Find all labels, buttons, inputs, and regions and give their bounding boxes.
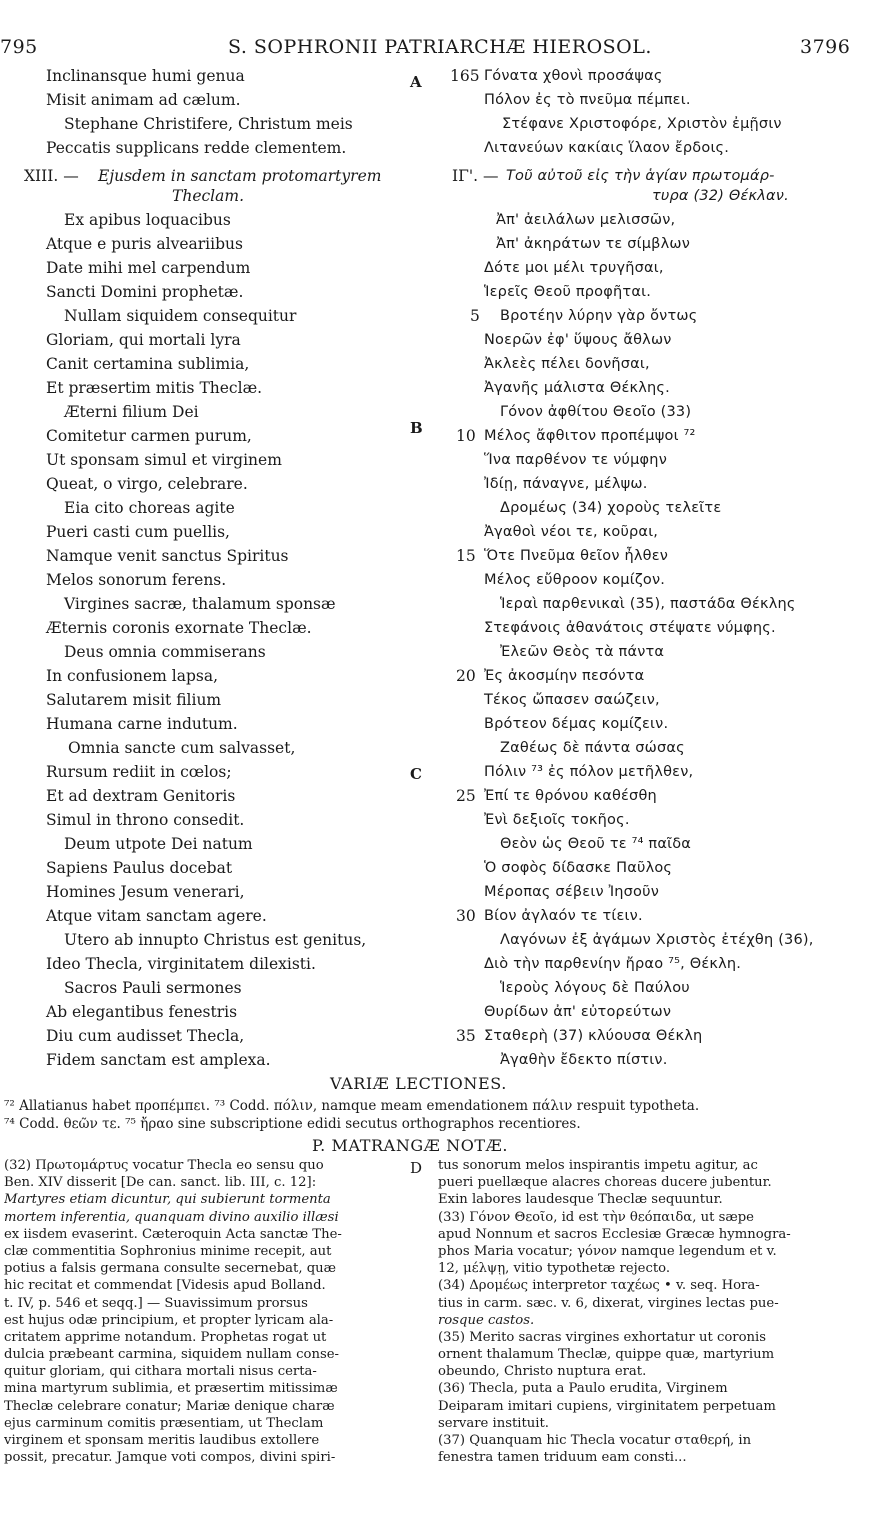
latin-line: Queat, o virgo, celebrare.: [46, 475, 248, 493]
running-title: S. SOPHRONII PATRIARCHÆ HIEROSOL.: [228, 36, 652, 58]
latin-line: Omnia sancte cum salvasset,: [68, 739, 296, 757]
latin-line: Æternis coronis exornate Theclæ.: [46, 619, 312, 637]
latin-line: Eia cito choreas agite: [64, 499, 235, 517]
greek-line: Βρότεον δέμας κομίζειν.: [484, 716, 669, 732]
greek-line-number: 165: [450, 67, 480, 85]
line-number-20: 20: [456, 667, 476, 685]
latin-line: Utero ab innupto Christus est genitus,: [64, 931, 367, 949]
greek-line: Ἵνα παρθένον τε νύμφην: [484, 452, 667, 468]
latin-line: Ideo Thecla, virginitatem dilexisti.: [46, 955, 316, 973]
note-line: (37) Quanquam hic Thecla vocatur σταθερή, in: [438, 1433, 752, 1448]
margin-mark-d: D: [410, 1159, 423, 1177]
greek-line: Ὅτε Πνεῦμα θεῖον ἦλθεν: [484, 548, 669, 564]
latin-line: Homines Jesum venerari,: [46, 883, 245, 901]
greek-line: Νοερῶν ἐφ' ὕψους ἄθλων: [484, 332, 672, 348]
line-number-25: 25: [456, 787, 476, 805]
latin-line: Atque e puris alveariibus: [46, 235, 243, 253]
note-line: dulcia præbeant carmina, siquidem nullam conse-: [4, 1347, 339, 1363]
right-page-number: 3796: [800, 36, 851, 58]
latin-line: Sacros Pauli sermones: [64, 979, 242, 997]
variant-line: ⁷² Allatianus habet προπέμπει. ⁷³ Codd. πόλιν, namque meam emendationem πάλιν respuit typotheta.: [4, 1098, 700, 1114]
greek-line: Σταθερὴ (37) κλύουσα Θέκλη: [484, 1028, 703, 1044]
line-number-5: 5: [470, 307, 480, 325]
line-number-35: 35: [456, 1027, 476, 1045]
greek-line: Ἐλεῶν Θεὸς τὰ πάντα: [500, 644, 665, 660]
greek-line: Ἱερεῖς Θεοῦ προφῆται.: [484, 284, 652, 300]
note-line: (35) Merito sacras virgines exhortatur ut coronis: [438, 1329, 767, 1345]
note-line: rosque castos.: [438, 1312, 535, 1328]
note-line: fenestra tamen triduum eam consti...: [438, 1450, 687, 1466]
latin-line: Inclinansque humi genua: [46, 67, 245, 85]
latin-line: Stephane Christifere, Christum meis: [64, 115, 353, 133]
greek-line: Ἱεραὶ παρθενικαὶ (35), παστάδα Θέκλης: [500, 596, 796, 612]
latin-line: Rursum rediit in cœlos;: [46, 763, 232, 781]
greek-line: Μέλος ἄφθιτον προπέμψοι ⁷²: [484, 428, 696, 444]
greek-line: Στέφανε Χριστοφόρε, Χριστὸν ἐμῇσιν: [502, 116, 782, 132]
latin-line: Peccatis supplicans redde clementem.: [46, 139, 347, 157]
note-line: apud Nonnum et sacros Ecclesiæ Græcæ hymnogra-: [438, 1226, 791, 1242]
greek-line: Μέλος εὔθροον κομίζον.: [484, 572, 666, 588]
greek-title-number: ΙΓ'. —: [452, 167, 499, 185]
notes-heading: P. MATRANGÆ NOTÆ.: [312, 1136, 509, 1155]
note-line: possit, precatur. Jamque voti compos, divini spiri-: [4, 1450, 336, 1466]
greek-line: Ἱεροὺς λόγους δὲ Παύλου: [500, 980, 690, 996]
note-line: critatem apprime notandum. Prophetas rogat ut: [4, 1329, 327, 1345]
note-line: ejus carminum comitis præsentiam, ut Theclam: [4, 1415, 324, 1431]
latin-line: Atque vitam sanctam agere.: [46, 907, 267, 925]
note-line: tius in carm. sæc. v. 6, dixerat, virgines lectas pue-: [438, 1295, 779, 1311]
note-line: Theclæ celebrare conatur; Mariæ denique charæ: [4, 1398, 335, 1414]
greek-line: Γόνατα χθονὶ προσάψας: [484, 68, 663, 84]
latin-title-number: XIII. —: [24, 167, 79, 185]
greek-line: Βίον ἀγλαόν τε τίειν.: [484, 908, 643, 924]
note-line: mina martyrum sublimia, et præsertim mitissimæ: [4, 1381, 338, 1397]
note-line: Martyres etiam dicuntur, qui subierunt tormenta: [4, 1192, 331, 1208]
notes-left-column: [4, 1157, 412, 1466]
latin-line: Æterni filium Dei: [64, 403, 199, 421]
variae-heading: VARIÆ LECTIONES.: [330, 1074, 507, 1093]
latin-line: Sapiens Paulus docebat: [46, 859, 233, 877]
greek-line: Δρομέως (34) χοροὺς τελεῖτε: [500, 500, 722, 516]
greek-title-cont: τυρα (32) Θέκλαν.: [652, 188, 789, 204]
latin-line: Misit animam ad cælum.: [46, 91, 241, 109]
latin-line: Melos sonorum ferens.: [46, 571, 227, 589]
latin-title: Ejusdem in sanctam protomartyrem: [98, 167, 382, 185]
notes-right-column: [438, 1157, 876, 1466]
latin-line: Pueri casti cum puellis,: [46, 523, 230, 541]
greek-line: Ὁ σοφὸς δίδασκε Παῦλος: [484, 860, 673, 876]
latin-line: Ab elegantibus fenestris: [46, 1003, 238, 1021]
latin-line: Ex apibus loquacibus: [64, 211, 231, 229]
note-line: Deiparam imitari cupiens, virginitatem perpetuam: [438, 1398, 776, 1414]
latin-line: Virgines sacræ, thalamum sponsæ: [64, 595, 336, 613]
greek-title: Τοῦ αὐτοῦ εἰς τὴν ἁγίαν πρωτομάρ-: [506, 168, 775, 184]
note-line: potius a falsis germana consulte secernebat, quæ: [4, 1261, 337, 1277]
greek-line: Ἀγαθοὶ νέοι τε, κοῦραι,: [484, 524, 659, 540]
greek-line: Στεφάνοις ἀθανάτοις στέψατε νύμφης.: [484, 620, 776, 636]
latin-line: Gloriam, qui mortali lyra: [46, 331, 241, 349]
note-line: Ben. XIV disserit [De can. sanct. lib. III, c. 12]:: [4, 1175, 317, 1191]
latin-line: Et præsertim mitis Theclæ.: [46, 379, 263, 397]
greek-line: Ἐς ἀκοσμίην πεσόντα: [484, 668, 645, 684]
greek-line: Διὸ τὴν παρθενίην ἤραο ⁷⁵, Θέκλη.: [484, 956, 742, 972]
greek-line: Λιτανεύων κακίαις ἵλαον ἔρδοις.: [484, 140, 730, 156]
latin-line: Nullam siquidem consequitur: [64, 307, 297, 325]
latin-line: Humana carne indutum.: [46, 715, 238, 733]
greek-line: Ἀγανῆς μάλιστα Θέκλης.: [484, 380, 670, 396]
greek-line: Ἐπί τε θρόνου καθέσθη: [484, 788, 657, 804]
greek-line: Ἀπ' ἀκηράτων τε σίμβλων: [496, 236, 691, 252]
latin-title-cont: Theclam.: [172, 187, 244, 205]
latin-line: Simul in throno consedit.: [46, 811, 245, 829]
note-line: t. IV, p. 546 et seqq.] — Suavissimum prorsus: [4, 1295, 308, 1311]
latin-line: Deus omnia commiserans: [64, 643, 266, 661]
latin-line: Sancti Domini prophetæ.: [46, 283, 244, 301]
greek-line: Πόλον ἐς τὸ πνεῦμα πέμπει.: [484, 92, 691, 108]
greek-line: Γόνον ἀφθίτου Θεοῖο (33): [500, 404, 692, 420]
variant-line: ⁷⁴ Codd. θεῶν τε. ⁷⁵ ἤραο sine subscriptione edidi secutus orthographos recentiores.: [4, 1116, 581, 1132]
greek-line: Μέροπας σέβειν Ἰησοῦν: [484, 884, 660, 900]
greek-line: Ἀκλεὲς πέλει δονῆσαι,: [484, 356, 650, 372]
note-line: clæ commentitia Sophronius minime recepit, aut: [4, 1243, 332, 1259]
note-line: virginem et sponsam meritis laudibus extollere: [4, 1433, 320, 1448]
latin-line: Diu cum audisset Thecla,: [46, 1027, 245, 1045]
greek-line: Ἀπ' ἀειλάλων μελισσῶν,: [496, 212, 676, 228]
note-line: pueri puellæque alacres choreas ducere jubentur.: [438, 1175, 772, 1191]
note-line: Exin labores laudesque Theclæ sequuntur.: [438, 1192, 723, 1208]
latin-line: Salutarem misit filium: [46, 691, 222, 709]
note-line: (36) Thecla, puta a Paulo erudita, Virginem: [438, 1381, 728, 1397]
line-number-30: 30: [456, 907, 476, 925]
margin-mark-b: B: [410, 419, 423, 437]
margin-mark-c: C: [410, 765, 422, 783]
note-line: est hujus odæ principium, et propter lyricam ala-: [4, 1312, 334, 1328]
note-line: servare instituit.: [438, 1415, 549, 1431]
greek-line: Θυρίδων ἀπ' εὐτορεύτων: [484, 1004, 672, 1020]
greek-line: Δότε μοι μέλι τρυγῆσαι,: [484, 260, 664, 276]
greek-line: Λαγόνων ἐξ ἀγάμων Χριστὸς ἐτέχθη (36),: [500, 932, 814, 948]
greek-line: Θεὸν ὡς Θεοῦ τε ⁷⁴ παῖδα: [500, 836, 692, 852]
margin-mark-a: A: [410, 73, 422, 91]
greek-line: Ἰδίῃ, πάναγνε, μέλψω.: [484, 476, 648, 492]
note-line: (34) Δρομέως interpretor ταχέως • v. seq. Hora-: [438, 1278, 760, 1294]
latin-line: Canit certamina sublimia,: [46, 355, 250, 373]
greek-line: Βροτέην λύρην γὰρ ὄντως: [500, 308, 698, 324]
greek-line: Τέκος ὤπασεν σαώζειν,: [484, 692, 660, 708]
line-number-15: 15: [456, 547, 476, 565]
note-line: ornent thalamum Theclæ, quippe quæ, martyrium: [438, 1347, 775, 1363]
note-line: obeundo, Christo nuptura erat.: [438, 1364, 647, 1380]
latin-line: Namque venit sanctus Spiritus: [46, 547, 289, 565]
latin-line: Deum utpote Dei natum: [64, 835, 253, 853]
line-number-10: 10: [456, 427, 476, 445]
latin-line: Et ad dextram Genitoris: [46, 787, 236, 805]
greek-line: Πόλιν ⁷³ ἐς πόλον μετῆλθεν,: [484, 764, 694, 780]
latin-line: Comitetur carmen purum,: [46, 427, 252, 445]
greek-line: Ἀγαθὴν ἔδεκτο πίστιν.: [500, 1052, 668, 1068]
latin-line: Fidem sanctam est amplexa.: [46, 1051, 271, 1069]
note-line: (32) Πρωτομάρτυς vocatur Thecla eo sensu quo: [4, 1158, 324, 1173]
note-line: (33) Γόνον Θεοῖο, id est τὴν θεόπαιδα, ut sæpe: [438, 1209, 754, 1225]
note-line: mortem inferentia, quanquam divino auxilio illæsi: [4, 1209, 339, 1225]
latin-line: In confusionem lapsa,: [46, 667, 219, 685]
note-line: ex iisdem evaserint. Cæteroquin Acta sanctæ The-: [4, 1226, 342, 1242]
greek-line: Ἐνὶ δεξιοῖς τοκῆος.: [484, 812, 630, 828]
latin-line: Ut sponsam simul et virginem: [46, 451, 282, 469]
note-line: quitur gloriam, qui cithara mortali nisus certa-: [4, 1364, 317, 1380]
note-line: 12, μέλψῃ, vitio typothetæ rejecto.: [438, 1261, 671, 1277]
note-line: hic recitat et commendat [Videsis apud Bolland.: [4, 1278, 326, 1294]
greek-line: Ζαθέως δὲ πάντα σώσας: [500, 740, 685, 756]
left-page-number: 795: [0, 36, 38, 58]
note-line: tus sonorum melos inspirantis impetu agitur, ac: [438, 1158, 758, 1173]
note-line: phos Maria vocatur; γόνον namque legendum et v.: [438, 1243, 777, 1259]
latin-line: Date mihi mel carpendum: [46, 259, 251, 277]
